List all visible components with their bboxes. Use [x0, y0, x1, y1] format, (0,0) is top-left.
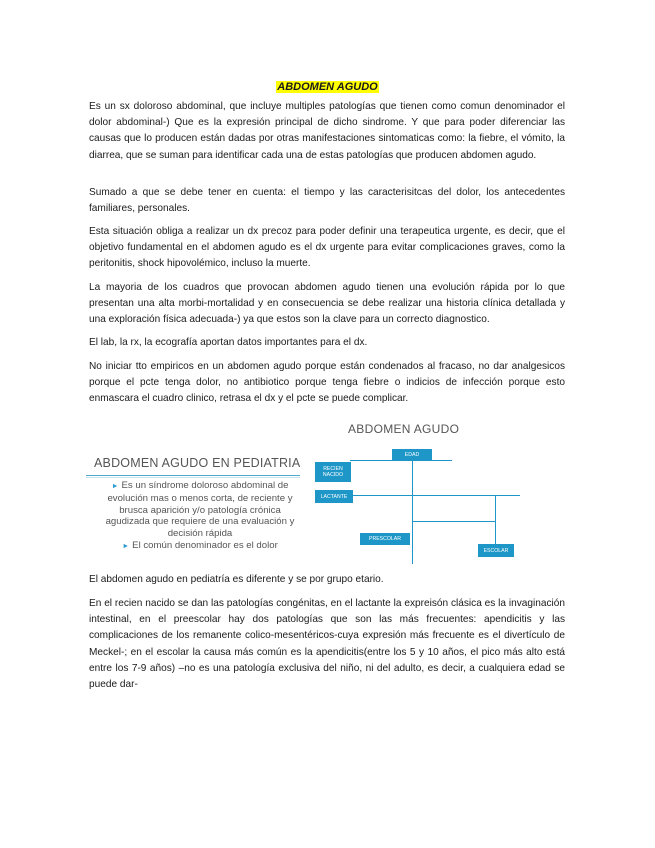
connector-line	[346, 495, 412, 496]
connector-line	[495, 495, 496, 545]
bullet-arrow-icon: ►	[111, 483, 119, 490]
slide-divider	[86, 475, 300, 476]
slide-bullet-2-text: El común denominador es el dolor	[132, 540, 278, 551]
diagram-node-lactante: LACTANTE	[315, 490, 353, 503]
slide-bullet-1	[100, 480, 300, 540]
diagram-node-edad: EDAD	[392, 449, 432, 461]
paragraph-5: El lab, la rx, la ecografía aportan datos importantes para el dx.	[89, 337, 368, 348]
paragraph-2: Sumado a que se debe tener en cuenta: el tiempo y las caracterisitcas del dolor, los antecedentes familiares, personales.	[89, 187, 565, 215]
diagram-node-prescolar: PRESCOLAR	[360, 533, 410, 545]
title-text: ABDOMEN AGUDO	[277, 81, 378, 93]
slide-diagram-title: ABDOMEN AGUDO	[348, 422, 460, 436]
connector-line	[412, 495, 520, 496]
paragraph-4: La mayoria de los cuadros que provocan abdomen agudo tienen una evolución rápida por lo que presentan una alta morbi-mortalidad y en consecuencia se debe realizar una historia clínica detallada y una exploración física adecuada-) ya que estos son la clave para un correcto diagnostico.	[89, 282, 565, 326]
slide-pediatria-title: ABDOMEN AGUDO EN PEDIATRIA	[94, 456, 300, 470]
paragraph-8: En el recien nacido se dan las patologías congénitas, en el lactante la expreisón clásica es la invaginación intestinal, en el preescolar hay dos patologías que son las más frecuentes: apendicitis y las complicaciones de los remanente colico-mesentéricos-cuya expresión más frecuente es el divertículo de Meckel-; en el escolar la causa más común es la apendicitis(entre los 5 y 10 años, el pico más alto está entre los 7-9 años) –no es una patología exclusiva del niño, ni del adulto, es decir, a cualquiera edad se puede dar-	[89, 598, 565, 691]
diagram-node-recien-nacido: RECIEN NACIDO	[315, 462, 351, 482]
slide-bullet-1-text: Es un síndrome doloroso abdominal de evolución mas o menos corta, de reciente y brusca aparición y/o patología crónica agudizada que requiere de una evaluación y decisión rápida	[105, 480, 295, 540]
document-title	[0, 77, 655, 95]
bullet-arrow-icon: ►	[122, 543, 130, 550]
paragraph-1: Es un sx doloroso abdominal, que incluye multiples patologías que tienen como comun denominador el dolor abdominal-) Que es la expresión principal de dicho sindrome. Y que para poder diferenciar las causas que lo producen están dadas por otras manifestaciones sintomaticas como: la fiebre, el vómito, la diarrea, que se suman para identificar cada una de estas patologías que producen abdomen agudo.	[89, 101, 565, 161]
slide-diagram	[306, 416, 564, 564]
connector-line	[412, 521, 495, 522]
slide-bullet-2	[100, 540, 300, 553]
paragraph-3: Esta situación obliga a realizar un dx precoz para poder definir una terapeutica urgente, es decir, que el objetivo fundamental en el abdomen agudo es el dx urgente para evitar complicaciones graves, como la peritonitis, shock hipovolémico, incluso la muerte.	[89, 226, 565, 270]
paragraph-6: No iniciar tto empiricos en un abdomen agudo porque están condenados al fracaso, no dar analgesicos porque el pcte tenga dolor, no antibiotico porque tenga fiebre o indicios de infección porque esto enmascara el cuadro clinico, retrasa el dx y el pcte se puede complicar.	[89, 361, 565, 405]
connector-line	[412, 460, 413, 564]
paragraph-7: El abdomen agudo en pediatría es diferente y se por grupo etario.	[89, 574, 384, 585]
slide-pediatria	[86, 446, 300, 560]
diagram-node-escolar: ESCOLAR	[478, 544, 514, 557]
slide-divider-shadow	[86, 477, 300, 478]
